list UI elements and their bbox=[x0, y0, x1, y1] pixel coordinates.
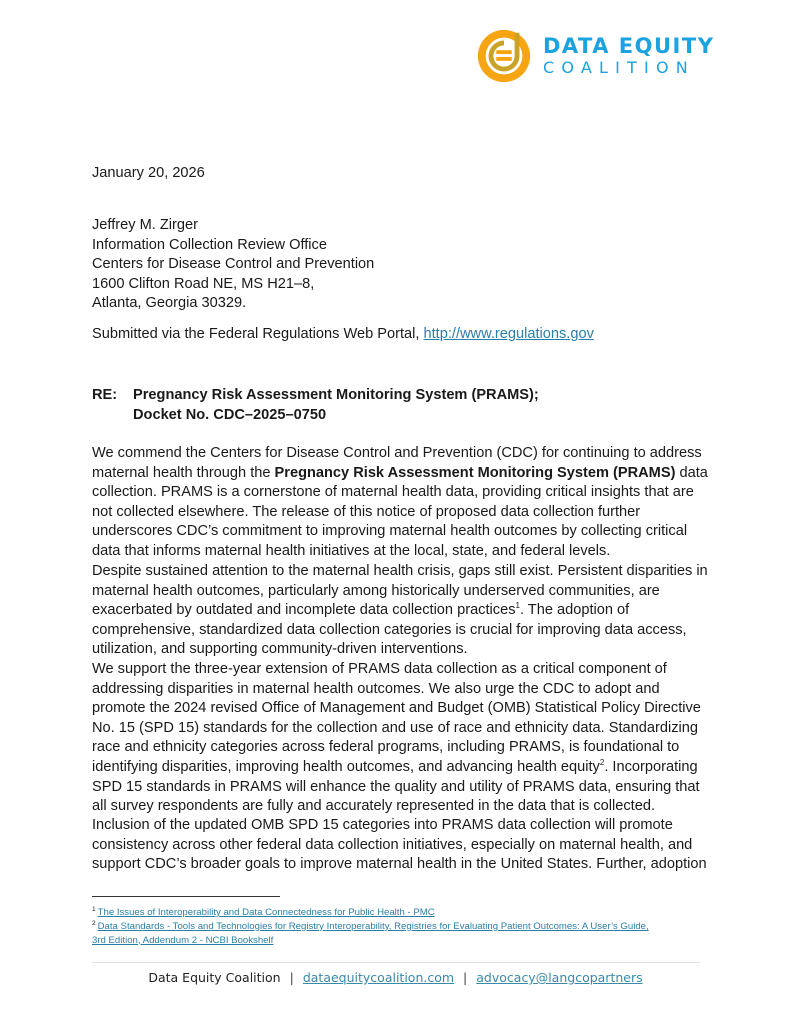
text-line: data that informs maternal health initiatives at the local, state, and federal levels. bbox=[92, 542, 611, 559]
data-equity-coalition-logo bbox=[475, 26, 715, 86]
footer-email-link[interactable]: advocacy@langcopartners bbox=[476, 970, 643, 985]
footnote-2-link[interactable]: Data Standards - Tools and Technologies for Registry Interoperability, Registries for Evaluating Patient Outcomes: A User’s Guide, bbox=[97, 920, 649, 932]
text-line: We support the three-year extension of PRAMS data collection as a critical component of bbox=[92, 661, 667, 677]
paragraph-2 bbox=[92, 562, 712, 660]
logo-equals-icon bbox=[475, 27, 533, 85]
text-line: Despite sustained attention to the maternal health crisis, gaps still exist. Persistent disparities in bbox=[92, 563, 708, 579]
submission-note bbox=[92, 325, 594, 345]
regulations-gov-link[interactable]: http://www.regulations.gov bbox=[423, 326, 594, 342]
text-line bbox=[92, 464, 712, 484]
recipient-street: 1600 Clifton Road NE, MS H21–8, bbox=[92, 275, 315, 292]
text-line bbox=[92, 758, 712, 778]
footer-separator: | bbox=[463, 970, 468, 985]
subject-line bbox=[92, 386, 539, 425]
text-line: support CDC’s broader goals to improve maternal health in the United States. Further, adoption bbox=[92, 856, 707, 873]
text-line: all survey respondents are fully and accurately represented in the data that is collected. bbox=[92, 798, 655, 815]
text-run: exacerbated by outdated and incomplete data collection practices bbox=[92, 602, 516, 619]
text-line: maternal health outcomes, particularly among historically underserved communities, are bbox=[92, 582, 660, 599]
text-line: collection. PRAMS is a cornerstone of maternal health data, providing critical insights that are bbox=[92, 484, 694, 501]
footnotes bbox=[92, 906, 649, 947]
footer-org-name: Data Equity Coalition bbox=[148, 970, 281, 985]
recipient-office: Information Collection Review Office bbox=[92, 236, 327, 253]
footnote-number: 1 bbox=[92, 906, 96, 913]
footnote-2-link-continued[interactable]: 3rd Edition, Addendum 2 - NCBI Bookshelf bbox=[92, 934, 274, 946]
re-label: RE: bbox=[92, 387, 118, 403]
footnote-1-link[interactable]: The Issues of Interoperability and Data Connectedness for Public Health - PMC bbox=[97, 907, 435, 918]
page-footer bbox=[0, 970, 791, 986]
paragraph-1 bbox=[92, 444, 712, 562]
recipient-city: Atlanta, Georgia 30329. bbox=[92, 295, 247, 312]
text-line: addressing disparities in maternal health outcomes. We also urge the CDC to adopt and bbox=[92, 680, 660, 697]
footer-website-link[interactable]: dataequitycoalition.com bbox=[302, 970, 455, 985]
footnote-number: 2 bbox=[92, 919, 96, 927]
logo-subtitle: COALITION bbox=[543, 58, 695, 77]
text-line: We commend the Centers for Disease Control and Prevention (CDC) for continuing to address bbox=[92, 445, 702, 461]
text-run: . The adoption of bbox=[519, 602, 630, 619]
submission-text: Submitted via the Federal Regulations Web Portal, bbox=[92, 326, 424, 342]
text-line: not collected elsewhere. The release of this notice of proposed data collection further bbox=[92, 503, 641, 520]
footer-separator: | bbox=[289, 970, 294, 985]
footnote-2-continued bbox=[92, 934, 649, 948]
footnote-2 bbox=[92, 920, 649, 934]
paragraph-3 bbox=[92, 660, 712, 817]
docket-number: Docket No. CDC–2025–0750 bbox=[133, 406, 327, 423]
paragraph-4 bbox=[92, 816, 712, 875]
text-line: promote the 2024 revised Office of Management and Budget (OMB) Statistical Policy Directive bbox=[92, 700, 701, 717]
footer-divider bbox=[92, 962, 700, 963]
text-line: No. 15 (SPD 15) standards for the collection and use of race and ethnicity data. Standardizing bbox=[92, 719, 698, 736]
footnote-ref-1[interactable]: 1 bbox=[515, 601, 520, 611]
text-line: SPD 15 standards in PRAMS will enhance the quality and utility of PRAMS data, ensuring that bbox=[92, 778, 700, 795]
text-line: race and ethnicity categories across federal programs, including PRAMS, is foundational to bbox=[92, 739, 680, 756]
letter-date: January 20, 2026 bbox=[92, 165, 205, 181]
text-line: Inclusion of the updated OMB SPD 15 categories into PRAMS data collection will promote bbox=[92, 817, 673, 833]
text-line: utilization, and supporting community-driven interventions. bbox=[92, 641, 468, 658]
footnote-1 bbox=[92, 906, 649, 920]
recipient-agency: Centers for Disease Control and Prevention bbox=[92, 256, 375, 273]
recipient-name: Jeffrey M. Zirger bbox=[92, 217, 198, 233]
text-run: maternal health through the bbox=[92, 464, 275, 481]
text-line bbox=[92, 601, 712, 621]
prams-bold-term: Pregnancy Risk Assessment Monitoring System (PRAMS) bbox=[274, 464, 676, 481]
recipient-address bbox=[92, 216, 374, 314]
footnote-divider bbox=[92, 896, 280, 897]
text-run: identifying disparities, improving health outcomes, and advancing health equity bbox=[92, 758, 600, 775]
text-run: data bbox=[675, 464, 708, 481]
footnote-ref-2[interactable]: 2 bbox=[599, 757, 605, 767]
text-line: comprehensive, standardized data collection categories is crucial for improving data access, bbox=[92, 621, 687, 638]
text-line: consistency across other federal data collection initiatives, especially on maternal health, and bbox=[92, 836, 693, 853]
text-run: . Incorporating bbox=[604, 758, 698, 775]
subject-title: Pregnancy Risk Assessment Monitoring System (PRAMS); bbox=[133, 387, 539, 403]
logo-title: DATA EQUITY bbox=[543, 34, 715, 58]
text-line: underscores CDC’s commitment to improving maternal health outcomes by collecting critical bbox=[92, 523, 688, 540]
